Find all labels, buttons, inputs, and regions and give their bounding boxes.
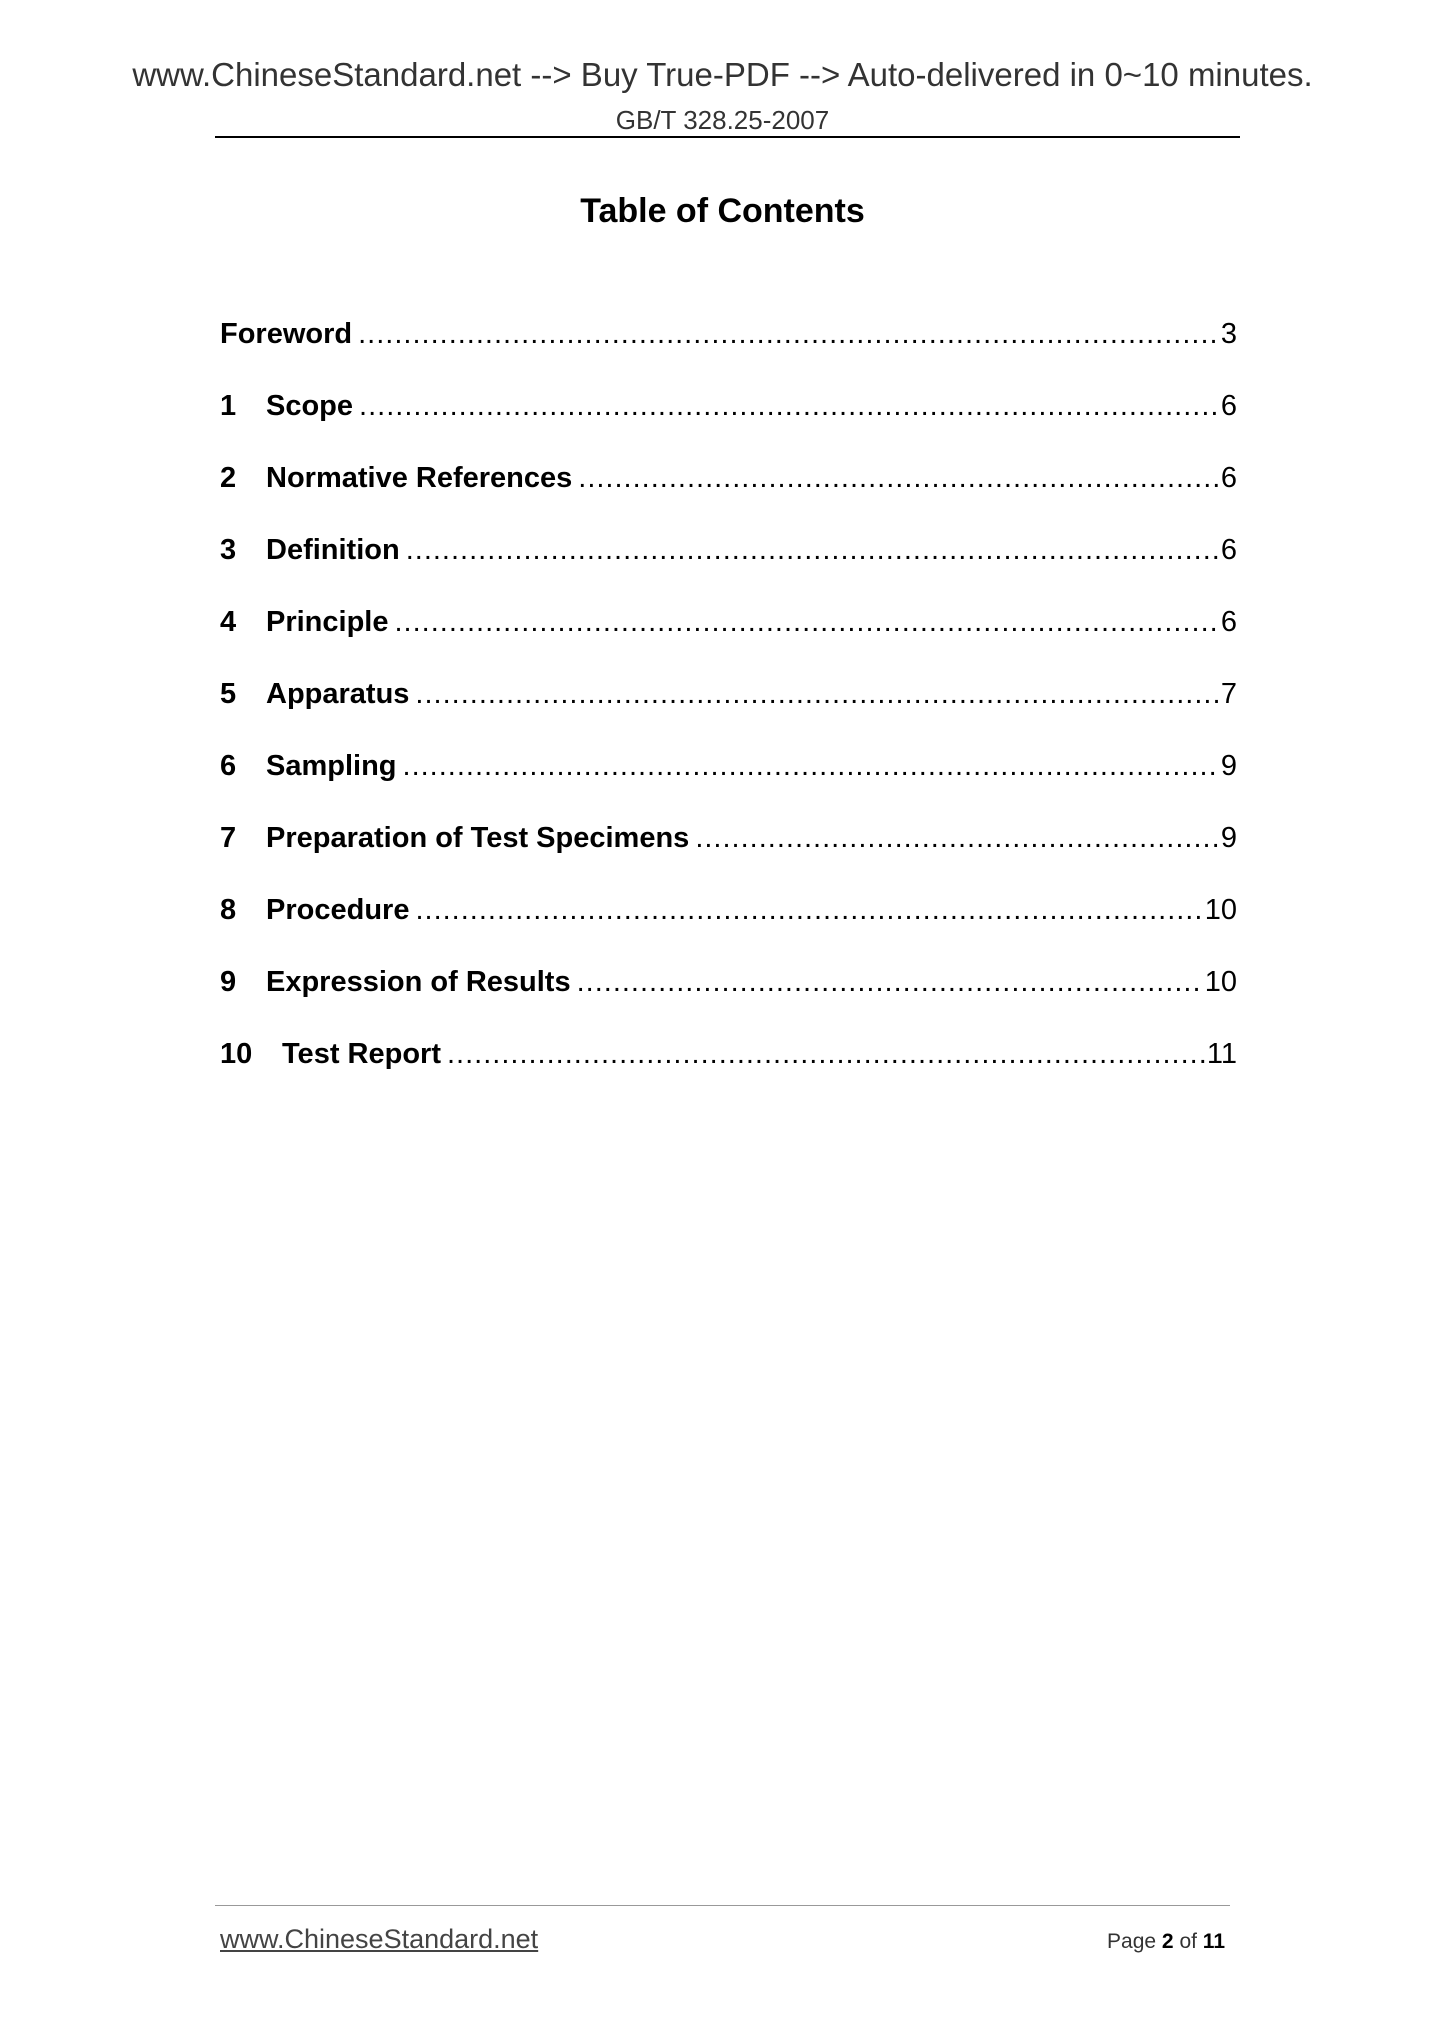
toc-entry-label: Apparatus (266, 678, 410, 710)
toc-leader-dots (406, 534, 1219, 567)
footer-site-link[interactable]: www.ChineseStandard.net (220, 1924, 539, 1954)
toc-title: Table of Contents (580, 192, 865, 230)
toc-entry-number: 6 (220, 750, 237, 782)
toc-entry-normative-references[interactable] (220, 462, 1237, 534)
current-page-number: 2 (1161, 1930, 1174, 1953)
toc-entry-label: Preparation of Test Specimens (266, 822, 690, 854)
toc-entry-page: 11 (1206, 1038, 1237, 1070)
toc-entry-label: Sampling (266, 750, 397, 782)
toc-entry-page: 10 (1204, 894, 1237, 926)
toc-entry-expression-of-results[interactable] (220, 966, 1237, 1038)
toc-entry-page: 6 (1220, 534, 1237, 566)
toc-entry-label: Normative References (266, 462, 573, 494)
toc-entry-number: 8 (220, 894, 237, 926)
toc-entry-label: Principle (266, 606, 389, 638)
toc-leader-dots (577, 966, 1203, 999)
page-label: Page (1107, 1930, 1157, 1953)
toc-leader-dots (358, 318, 1219, 351)
toc-entry-test-report[interactable] (220, 1038, 1237, 1110)
toc-entry-page: 6 (1220, 462, 1237, 494)
toc-entry-preparation-of-test-specimens[interactable] (220, 822, 1237, 894)
toc-leader-dots (395, 606, 1219, 639)
toc-list (220, 318, 1237, 1110)
toc-entry-page: 7 (1220, 678, 1237, 710)
toc-entry-page: 6 (1220, 390, 1237, 422)
toc-leader-dots (415, 678, 1218, 711)
page-of-label: of (1179, 1930, 1197, 1953)
toc-leader-dots (359, 390, 1219, 423)
toc-entry-principle[interactable] (220, 606, 1237, 678)
toc-leader-dots (578, 462, 1219, 495)
toc-leader-dots (415, 894, 1202, 927)
document-code: GB/T 328.25-2007 (615, 105, 830, 135)
footer-divider (215, 1905, 1230, 1906)
toc-entry-page: 6 (1220, 606, 1237, 638)
toc-entry-apparatus[interactable] (220, 678, 1237, 750)
toc-leader-dots (403, 750, 1219, 783)
toc-entry-label: Scope (266, 390, 354, 422)
total-page-count: 11 (1202, 1930, 1225, 1953)
toc-entry-number: 5 (220, 678, 237, 710)
toc-entry-sampling[interactable] (220, 750, 1237, 822)
toc-entry-label: Foreword (220, 318, 353, 350)
toc-entry-number: 1 (220, 390, 237, 422)
toc-entry-definition[interactable] (220, 534, 1237, 606)
toc-entry-page: 9 (1220, 822, 1237, 854)
toc-entry-number: 7 (220, 822, 237, 854)
site-banner: www.ChineseStandard.net --> Buy True-PDF --> Auto-delivered in 0~10 minutes. (132, 56, 1313, 93)
toc-entry-number: 10 (220, 1038, 253, 1070)
header-divider (215, 136, 1240, 138)
toc-entry-procedure[interactable] (220, 894, 1237, 966)
toc-leader-dots (447, 1038, 1205, 1071)
toc-entry-number: 9 (220, 966, 237, 998)
toc-entry-label: Test Report (282, 1038, 441, 1070)
toc-entry-number: 4 (220, 606, 237, 638)
toc-entry-number: 3 (220, 534, 237, 566)
toc-entry-scope[interactable] (220, 390, 1237, 462)
toc-entry-label: Expression of Results (266, 966, 571, 998)
toc-entry-page: 10 (1204, 966, 1237, 998)
toc-entry-label: Definition (266, 534, 400, 566)
page-indicator (1107, 1930, 1225, 1954)
toc-entry-foreword[interactable] (220, 318, 1237, 390)
toc-entry-number: 2 (220, 462, 237, 494)
toc-leader-dots (695, 822, 1219, 855)
toc-entry-label: Procedure (266, 894, 410, 926)
toc-entry-page: 3 (1220, 318, 1237, 350)
toc-entry-page: 9 (1220, 750, 1237, 782)
